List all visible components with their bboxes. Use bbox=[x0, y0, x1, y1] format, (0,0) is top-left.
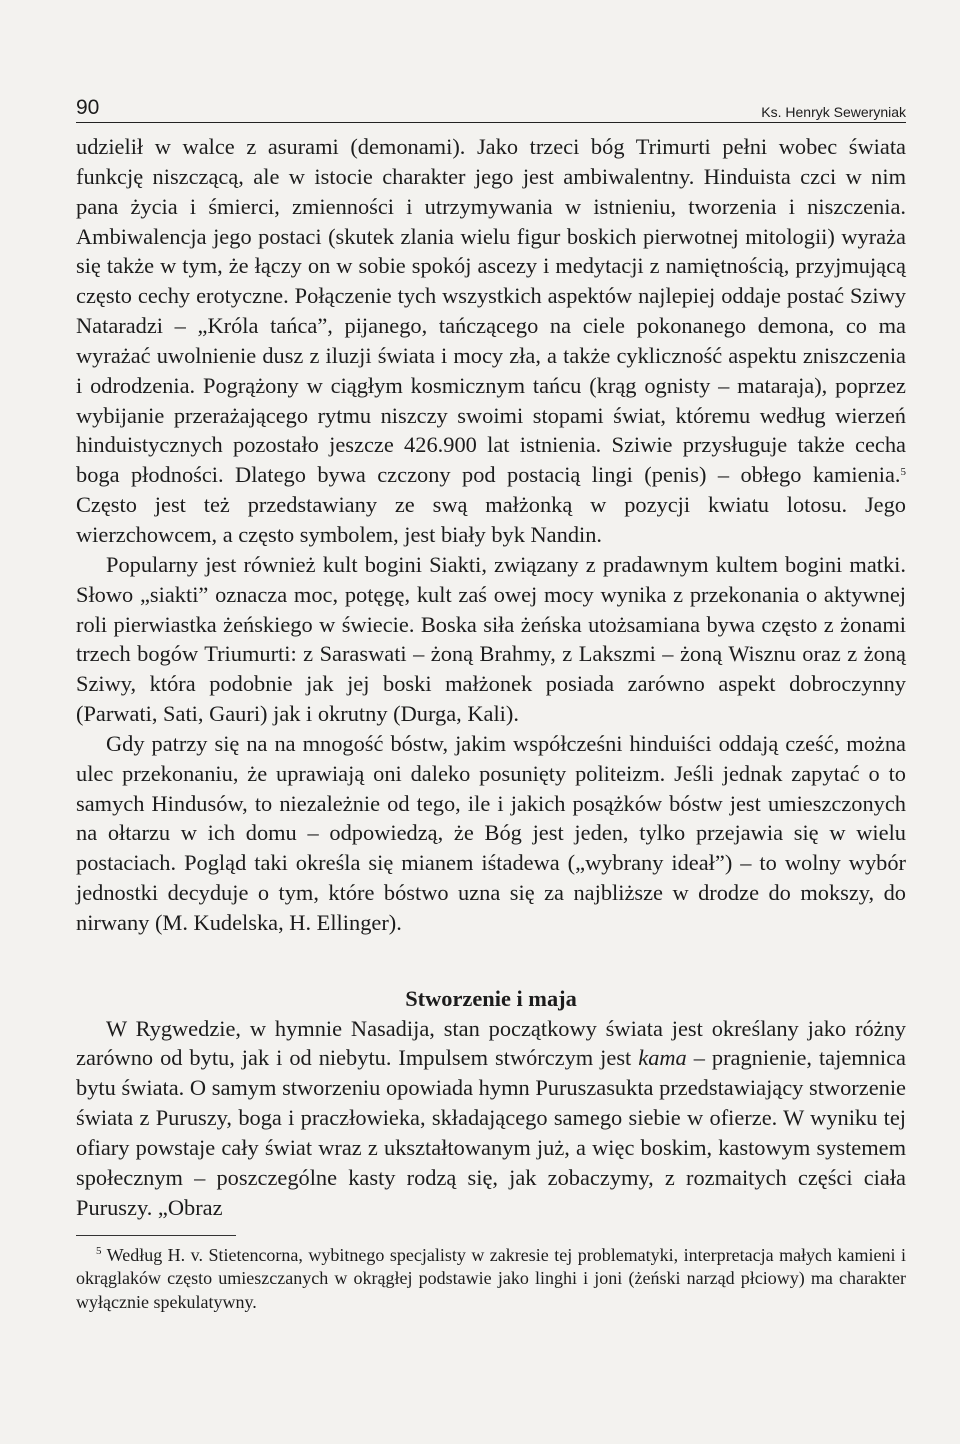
section-title: Stworzenie i maja bbox=[405, 985, 577, 1011]
paragraph-creation bbox=[76, 1014, 906, 1223]
paragraph-siva bbox=[76, 132, 906, 550]
page-body bbox=[76, 132, 906, 1223]
footnote-reference: 5 bbox=[900, 466, 906, 479]
paragraph-text: W Rygwedzie, w hymnie Nasadija, stan początkowy świata jest określany jako różny zarówno od bytu, jak i od niebytu. Impulsem stwórczym jest bbox=[76, 1015, 906, 1071]
book-page bbox=[76, 90, 906, 1314]
footnote-text: Według H. v. Stietencorna, wybitnego specjalisty w zakresie tej problematyki, interpretacja małych kamieni i okrąglaków często umieszczanych w okrągłej podstawie jako linghi i joni (żeński narząd płciowy) ma charakter wyłącznie spekulatywny. bbox=[76, 1244, 906, 1312]
paragraph-siakti: Popularny jest również kult bogini Siakti, związany z pradawnym kultem bogini matki. Słowo „siakti” oznacza moc, potęgę, kult zaś owej mocy wynika z przekonania o aktywnej roli pierwiastka żeńskiego w świecie. Boska siła żeńska utożsamiana bywa często z żonami trzech bogów Triumurti: z Saraswati – żoną Brahmy, z Lakszmi – żoną Wisznu oraz z żoną Sziwy, która podobnie jak jej boski małżonek posiada zarówno aspekt dobroczynny (Parwati, Sati, Gauri) jak i okrutny (Durga, Kali). bbox=[76, 551, 906, 727]
footnote bbox=[76, 1244, 906, 1315]
footnote-number: 5 bbox=[96, 1244, 102, 1257]
footnote-separator bbox=[76, 1235, 236, 1236]
paragraph-text-continued: Często jest też przedstawiany ze swą małżonką w pozycji kwiatu lotosu. Jego wierzchowcem, a często symbolem, jest biały byk Nandin. bbox=[76, 492, 906, 547]
italic-term: kama bbox=[638, 1045, 687, 1071]
paragraph-text-continued: – pragnienie, tajemnica bytu świata. O samym stworzeniu opowiada hymn Puruszasukta przedstawiający stworzenie świata z Puruszy, boga i praczłowieka, składającego samego siebie w ofierze. W wyniku tej ofiary powstaje cały świat wraz z ukształtowanym już, a więc boskim, kastowym systemem społecznym – poszczególne kasty rodzą się, jak zobaczymy, z rozmaitych części ciała Puruszy. „Obraz bbox=[76, 1045, 906, 1220]
paragraph-text: udzielił w walce z asurami (demonami). Jako trzeci bóg Trimurti pełni wobec świata funkcję niszczącą, ale w istocie charakter jego jest ambiwalentny. Hinduista czci w nim pana życia i śmierci, zmienności i utrzymywania w istnieniu, tworzenia i niszczenia. Ambiwalencja jego postaci (skutek zlania wielu figur boskich pierwotnej mitologii) wyraża się także w tym, że łączy on w sobie spokój ascezy i medytacji z namiętnością, przyjmującą często cechy erotyczne. Połączenie tych wszystkich aspektów najlepiej oddaje postać Sziwy Nataradzi – „Króla tańca”, pijanego, tańczącego na ciele pokonanego demona, co ma wyrażać uwolnienie dusz z iluzji świata i mocy zła, a także cykliczność aspektu zniszczenia i odrodzenia. Pogrążony w ciągłym kosmicznym tańcu (krąg ognisty – mataraja), poprzez wybijanie przerażającego rytmu niszczy swoimi stopami świat, któremu według wierzeń hinduistycznych pozostało jeszcze 426.900 lat istnienia. Sziwie przysługuje także cecha boga płodności. Dlatego bywa czczony pod postacią lingi (penis) – obłego kamienia. bbox=[76, 134, 906, 488]
page-header bbox=[76, 90, 906, 123]
running-head-author: Ks. Henryk Seweryniak bbox=[761, 104, 906, 120]
page-number: 90 bbox=[76, 96, 100, 119]
paragraph-polytheism: Gdy patrzy się na na mnogość bóstw, jakim współcześni hinduiści oddają cześć, można ulec przekonaniu, że uprawiają oni daleko posunięty politeizm. Jeśli jednak zapytać o to samych Hindusów, to niezależnie od tego, ile i jakich posążków bóstw jest umieszczonych na ołtarzu w ich domu – odpowiedzą, że Bóg jest jeden, tylko przejawia się w wielu postaciach. Pogląd taki określa się mianem iśtadewa („wybrany ideał”) – to wolny wybór jednostki decyduje o tym, które bóstwo uzna się za najbliższe w drodze do mokszy, do nirwany (M. Kudelska, H. Ellinger). bbox=[76, 730, 906, 935]
